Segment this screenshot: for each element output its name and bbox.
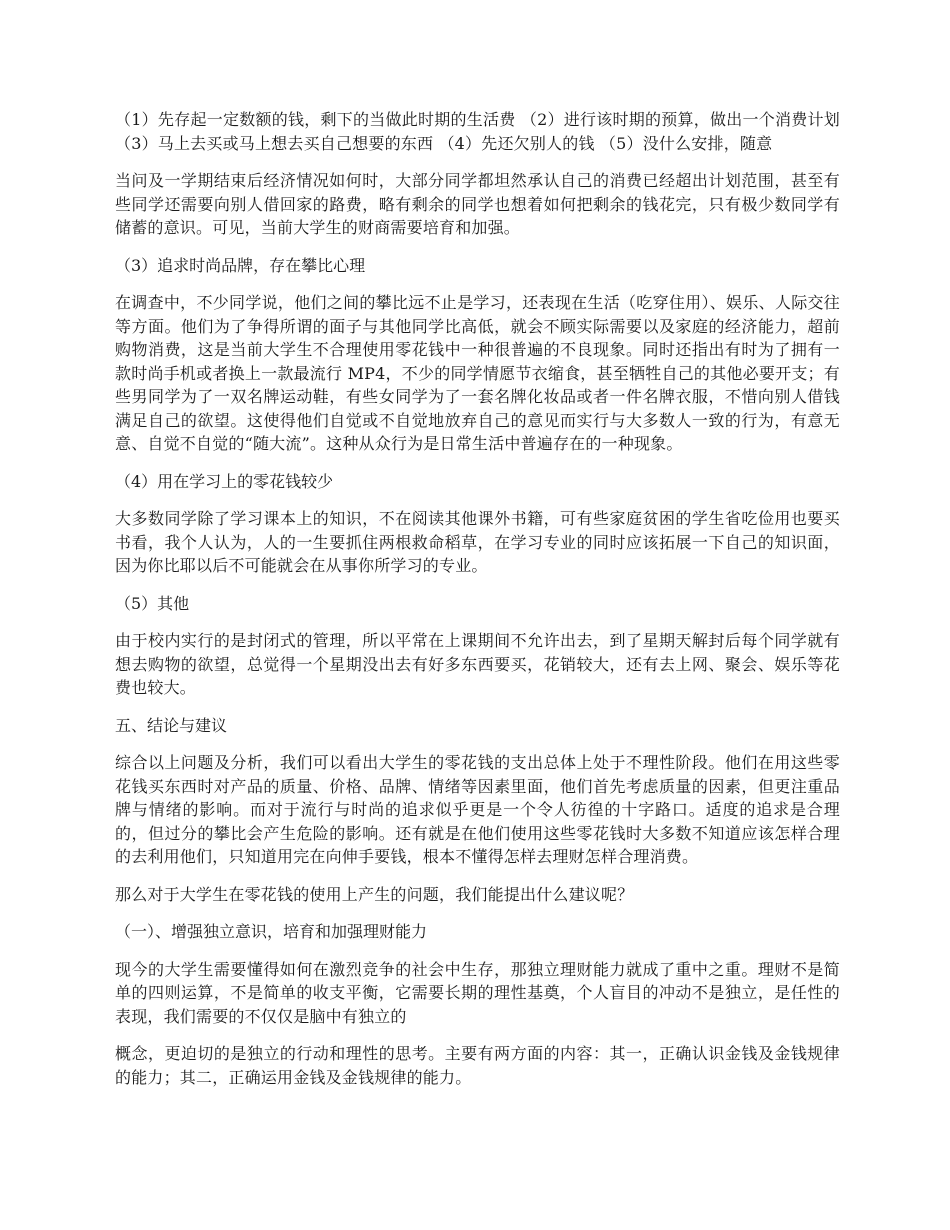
heading-study-spending: （4）用在学习上的零花钱较少: [115, 471, 334, 491]
paragraph-independence: 现今的大学生需要懂得如何在激烈竞争的社会中生存，那独立理财能力就成了重中之重。理财不是简单的四则运算，不是简单的收支平衡，它需要长期的理性基奠，个人盲目的冲动不是独立，是任性的表现，我们需要的不仅仅是脑中有独立的: [115, 959, 840, 1026]
paragraph-suggestion-question: 那么对于大学生在零花钱的使用上产生的问题，我们能提出什么建议呢？: [115, 884, 634, 904]
heading-independence: （一）、增强独立意识，培育和加强理财能力: [115, 922, 428, 941]
paragraph-other: 由于校内实行的是封闭式的管理，所以平常在上课期间不允许出去，到了星期天解封后每个同学就有想去购物的欲望，总觉得一个星期没出去有好多东西要买，花销较大，还有去上网、聚会、娱乐等花费也较大。: [115, 631, 840, 697]
paragraph-comparison-mentality: 在调查中，不少同学说，他们之间的攀比远不止是学习，还表现在生活（吃穿住用）、娱乐、人际交往等方面。他们为了争得所谓的面子与其他同学比高低，就会不顾实际需要以及家庭的经济能力，超前购物消费，这是当前大学生不合理使用零花钱中一种很普遍的不良现象。同时还指出有时为了拥有一款时尚手机或者换上一款最流行 MP4，不少的同学情愿节衣缩食，甚至牺牲自己的其他必要开支；有些男同学为了一双名牌运动鞋，有些女同学为了一套名牌化妆品或者一件名牌衣服，不惜向别人借钱满足自己的欲望。这使得他们自觉或不自觉地放弃自己的意见而实行与大多数人一致的行为，有意无意、自觉不自觉的“随大流”。这种从众行为是日常生活中普遍存在的一种现象。: [115, 293, 840, 453]
heading-conclusion: 五、结论与建议: [115, 715, 228, 735]
heading-fashion-brands: （3）追求时尚品牌，存在攀比心理: [115, 255, 366, 275]
paragraph-concept: 概念，更迫切的是独立的行动和理性的思考。主要有两方面的内容：其一，正确认识金钱及金钱规律的能力；其二，正确运用金钱及金钱规律的能力。: [115, 1044, 840, 1087]
heading-other: （5）其他: [115, 593, 190, 613]
paragraph-conclusion: 综合以上问题及分析，我们可以看出大学生的零花钱的支出总体上处于不理性阶段。他们在用这些零花钱买东西时对产品的质量、价格、品牌、情绪等因素里面，他们首先考虑质量的因素，但更注重品牌与情绪的影响。而对于流行与时尚的追求似乎更是一个令人彷徨的十字路口。适度的追求是合理的，但过分的攀比会产生危险的影响。还有就是在他们使用这些零花钱时大多数不知道应该怎样合理的去利用他们，只知道用完在向伸手要钱，根本不懂得怎样去理财怎样合理消费。: [115, 753, 840, 866]
paragraph-consumption-options: （1）先存起一定数额的钱，剩下的当做此时期的生活费 （2）进行该时期的预算，做出一个消费计划 （3）马上去买或马上想去买自己想要的东西 （4）先还欠别人的钱 （5）没什么安排，随意: [115, 110, 840, 153]
paragraph-study-spending: 大多数同学除了学习课本上的知识，不在阅读其他课外书籍，可有些家庭贫困的学生省吃俭用也要买书看，我个人认为，人的一生要抓住两根救命稻草，在学习专业的同时应该拓展一下自己的知识面，因为你比耶以后不可能就会在从事你所学习的专业。: [115, 509, 840, 575]
paragraph-end-of-term-finance: 当问及一学期结束后经济情况如何时，大部分同学都坦然承认自己的消费已经超出计划范围，甚至有些同学还需要向别人借回家的路费，略有剩余的同学也想着如何把剩余的钱花完，只有极少数同学有储蓄的意识。可见，当前大学生的财商需要培育和加强。: [115, 171, 840, 237]
document-page: [115, 108, 840, 1103]
